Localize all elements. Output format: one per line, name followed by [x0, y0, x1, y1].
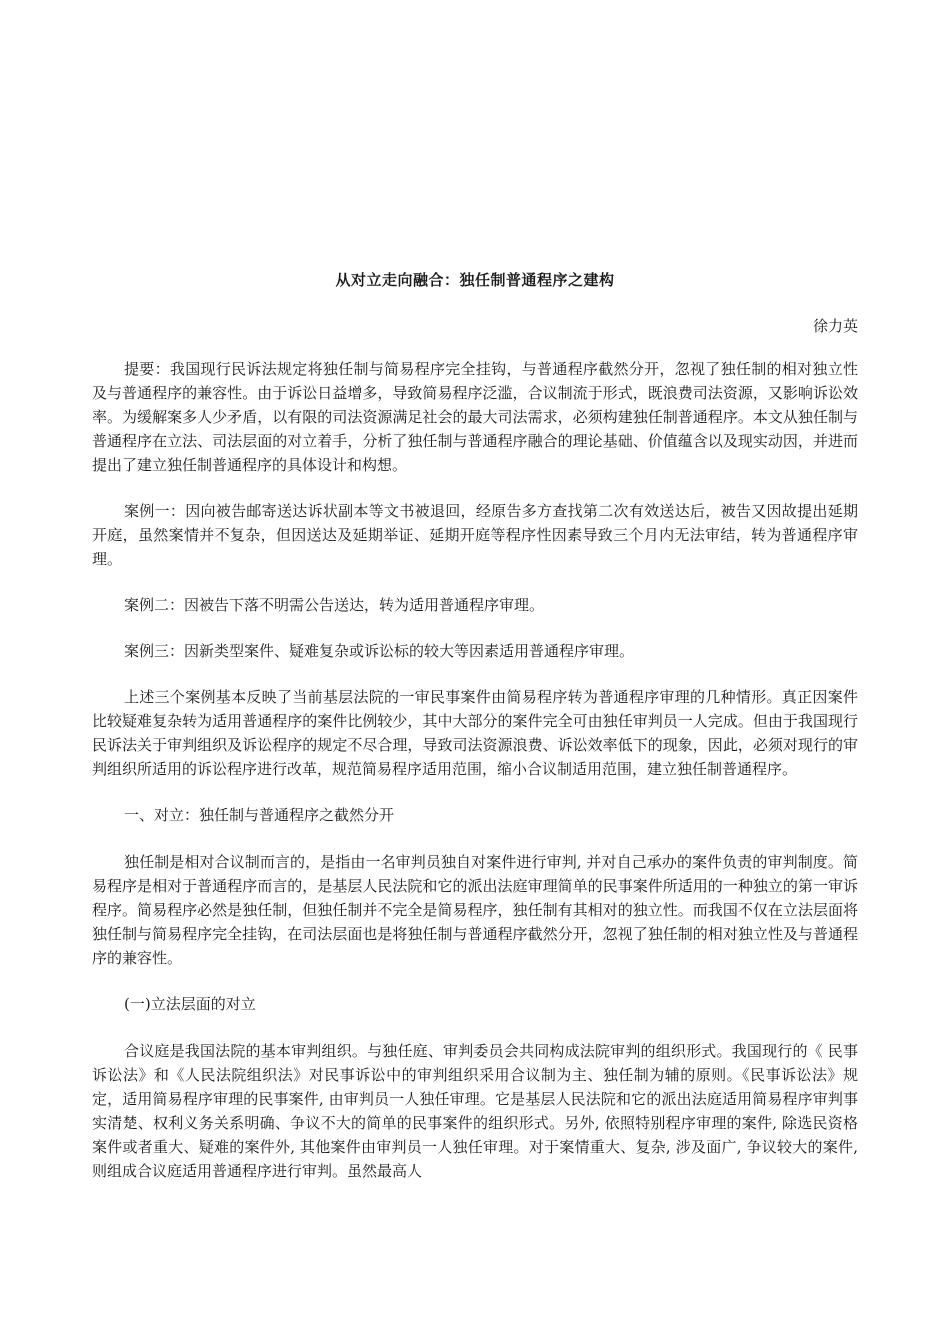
- section-heading: 一、对立：独任制与普通程序之截然分开: [124, 806, 395, 824]
- document-page: [92, 268, 858, 1205]
- case-two-paragraph: 案例二：因被告下落不明需公告送达，转为适用普通程序审理。: [124, 596, 545, 614]
- case-three-paragraph: 案例三：因新类型案件、疑难复杂或诉讼标的较大等因素适用普通程序审理。: [124, 642, 635, 660]
- body-paragraph: 独任制是相对合议制而言的，是指由一名审判员独自对案件进行审判, 并对自己承办的案件负责的审判制度。简易程序是相对于普通程序而言的，是基层人民法院和它的派出法庭审理简单的民事案件所适用的一种独立的第一审诉程序。简易程序必然是独任制，但独任制并不完全是简易程序，独任制有其相对的独立性。而我国不仅在立法层面将独任制与简易程序完全挂钩，在司法层面也是将独任制与普通程序截然分开，忽视了独任制的相对独立性及与普通程序的兼容性。: [92, 853, 858, 967]
- document-author: 徐力英: [812, 317, 858, 335]
- document-title: 从对立走向融合：独任制普通程序之建构: [335, 271, 615, 289]
- body-paragraph: 上述三个案例基本反映了当前基层法院的一审民事案件由简易程序转为普通程序审理的几种情形。真正因案件比较疑难复杂转为适用普通程序的案件比例较少，其中大部分的案件完全可由独任审判员一人完成。但由于我国现行民诉法关于审判组织及诉讼程序的规定不尽合理，导致司法资源浪费、诉讼效率低下的现象，因此，必须对现行的审判组织所适用的诉讼程序进行改革，规范简易程序适用范围，缩小合议制适用范围，建立独任制普通程序。: [92, 688, 858, 778]
- abstract-paragraph: 提要：我国现行民诉法规定将独任制与简易程序完全挂钩，与普通程序截然分开，忽视了独任制的相对独立性及与普通程序的兼容性。由于诉讼日益增多，导致简易程序泛滥，合议制流于形式，既浪费司法资源，又影响诉讼效率。为缓解案多人少矛盾，以有限的司法资源满足社会的最大司法需求，必须构建独任制普通程序。本文从独任制与普通程序在立法、司法层面的对立着手，分析了独任制与普通程序融合的理论基础、价值蕴含以及现实动因，并进而提出了建立独任制普通程序的具体设计和构想。: [92, 360, 858, 474]
- body-paragraph: 合议庭是我国法院的基本审判组织。与独任庭、审判委员会共同构成法院审判的组织形式。我国现行的《 民事诉讼法》和《人民法院组织法》对民事诉讼中的审判组织采用合议制为主、独任制为辅的原则。《民事诉讼法》规定，适用简易程序审理的民事案件, 由审判员一人独任审理。它是基层人民法院和它的派出法庭适用简易程序审判事实清楚、权利义务关系明确、争议不大的简单的民事案件的组织形式。另外, 依照特别程序审理的案件, 除选民资格案件或者重大、疑难的案件外, 其他案件由审判员一人独任审理。对于案情重大、复杂, 涉及面广, 争议较大的案件, 则组成合议庭适用普通程序进行审判。虽然最高人: [92, 1042, 858, 1180]
- subsection-heading: (一)立法层面的对立: [124, 995, 256, 1013]
- case-one-paragraph: 案例一：因向被告邮寄送达诉状副本等文书被退回，经原告多方查找第二次有效送达后，被告又因故提出延期开庭，虽然案情并不复杂，但因送达及延期举证、延期开庭等程序性因素导致三个月内无法审结，转为普通程序审理。: [92, 502, 858, 568]
